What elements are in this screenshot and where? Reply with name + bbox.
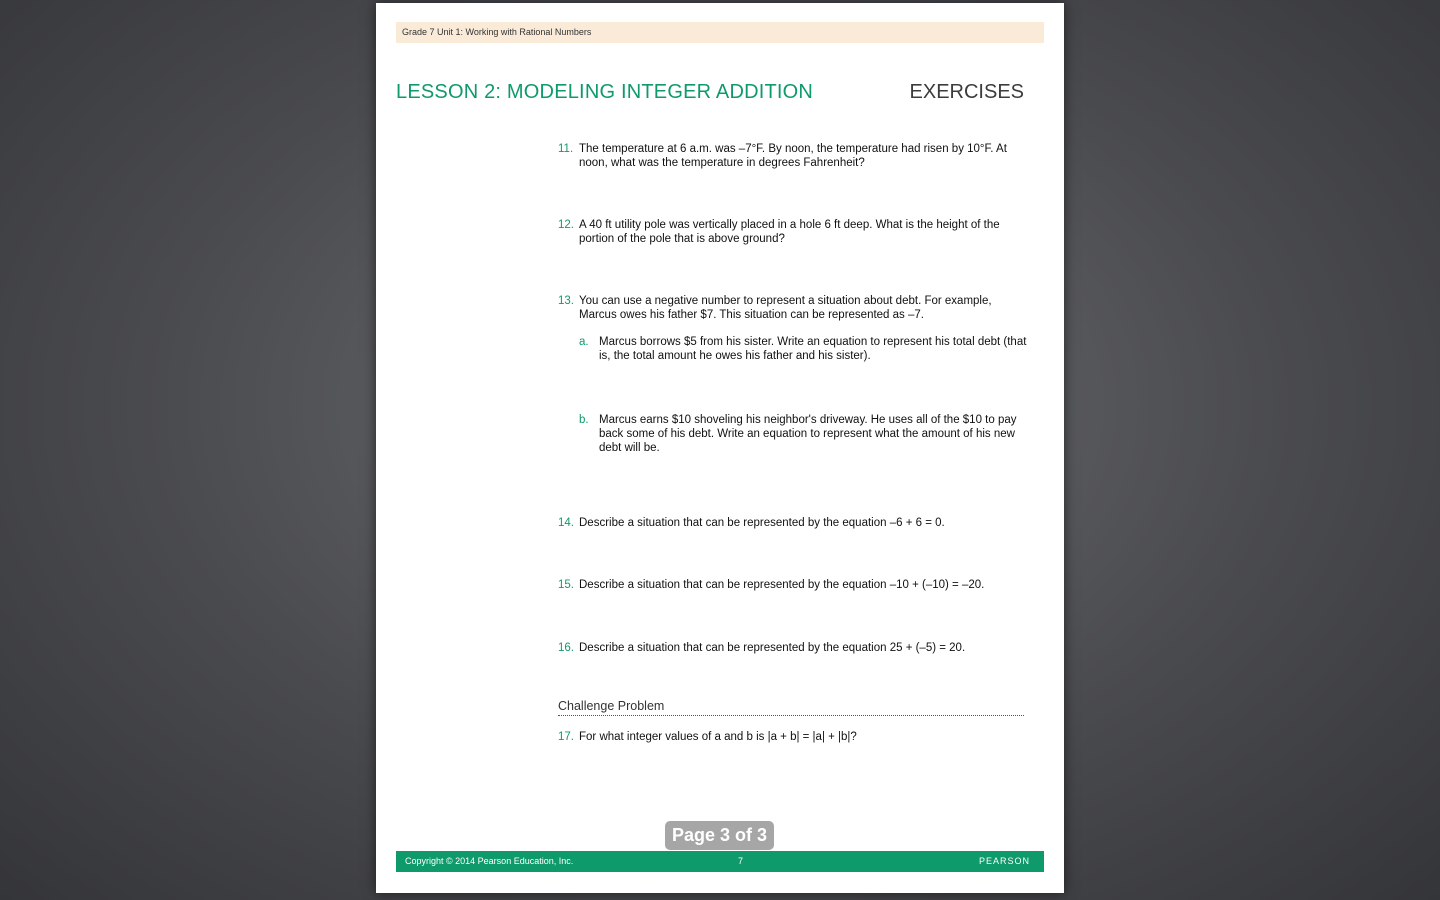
exercise-text: Describe a situation that can be represented by the equation 25 + (–5) = 20. — [579, 642, 966, 654]
subpart-label: b. — [579, 414, 589, 426]
section-title: EXERCISES — [909, 81, 1024, 103]
exercise-number: 11. — [558, 143, 574, 155]
exercise-11 — [558, 142, 1028, 170]
page-footer — [396, 851, 1044, 872]
unit-banner — [396, 22, 1044, 43]
exercise-text: Describe a situation that can be represented by the equation –10 + (–10) = –20. — [579, 579, 985, 591]
subpart-text: Marcus borrows $5 from his sister. Write an equation to represent his total debt (that is, the total amount he owes his father and his sister). — [599, 336, 1027, 362]
challenge-heading: Challenge Problem — [558, 699, 1024, 716]
exercise-text: A 40 ft utility pole was vertically placed in a hole 6 ft deep. What is the height of the portion of the pole that is above ground? — [579, 219, 1000, 245]
exercise-text: For what integer values of a and b is |a + b| = |a| + |b|? — [579, 731, 857, 743]
exercise-number: 12. — [558, 219, 574, 231]
exercise-text: The temperature at 6 a.m. was –7°F. By noon, the temperature had risen by 10°F. At noon, what was the temperature in degrees Fahrenheit? — [579, 143, 1007, 169]
exercise-number: 14. — [558, 517, 574, 529]
document-page — [376, 3, 1064, 893]
lesson-title: LESSON 2: MODELING INTEGER ADDITION — [396, 81, 814, 103]
exercise-number: 13. — [558, 295, 574, 307]
page-number: 7 — [738, 856, 744, 866]
exercise-number: 17. — [558, 731, 574, 743]
exercise-17 — [558, 730, 1028, 744]
exercise-text: Describe a situation that can be represented by the equation –6 + 6 = 0. — [579, 517, 945, 529]
exercise-number: 16. — [558, 642, 574, 654]
subpart-text: Marcus earns $10 shoveling his neighbor's driveway. He uses all of the $10 to pay back some of his debt. Write an equation to represent what the amount of his new debt will be. — [599, 414, 1017, 454]
unit-title: Grade 7 Unit 1: Working with Rational Numbers — [402, 27, 592, 37]
copyright-text: Copyright © 2014 Pearson Education, Inc. — [405, 856, 574, 866]
subpart-label: a. — [579, 336, 589, 348]
exercise-16 — [558, 641, 1028, 655]
exercise-13a — [579, 335, 1029, 363]
publisher-logo: PEARSON — [978, 856, 1030, 866]
exercise-15 — [558, 578, 1028, 592]
exercise-text: You can use a negative number to represent a situation about debt. For example, Marcus owes his father $7. This situation can be represented as –7. — [579, 295, 992, 321]
exercise-12 — [558, 218, 1028, 246]
exercise-14 — [558, 516, 1028, 530]
exercise-13b — [579, 413, 1029, 455]
exercise-13 — [558, 294, 1028, 322]
page-indicator: Page 3 of 3 — [665, 821, 774, 850]
exercise-number: 15. — [558, 579, 574, 591]
